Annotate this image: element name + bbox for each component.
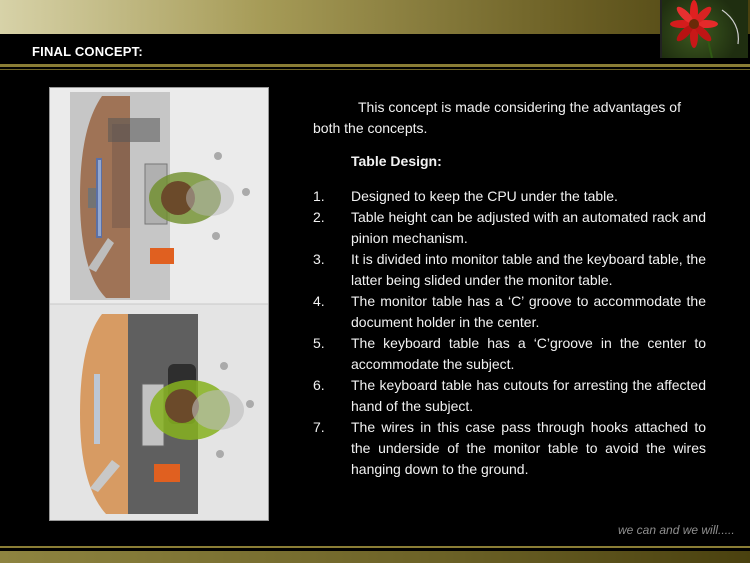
- content-text: [313, 97, 706, 480]
- design-list: [313, 186, 706, 480]
- slide-title: FINAL CONCEPT:: [32, 44, 143, 59]
- list-item: [313, 207, 706, 249]
- flower-photo: [660, 0, 748, 58]
- bottom-divider: [0, 546, 750, 548]
- list-item: [313, 333, 706, 375]
- list-text: The monitor table has a ‘C’ groove to accommodate the document holder in the center.: [351, 293, 706, 330]
- list-item: [313, 417, 706, 480]
- intro-paragraph: This concept is made considering the advantages of both the concepts.: [313, 99, 681, 136]
- top-divider-thin: [0, 69, 750, 70]
- list-item: [313, 375, 706, 417]
- list-number: 6.: [313, 377, 325, 393]
- list-item: [313, 186, 706, 207]
- list-number: 2.: [313, 209, 325, 225]
- list-number: 3.: [313, 251, 325, 267]
- bottom-banner: [0, 551, 750, 563]
- top-banner: [0, 0, 750, 34]
- top-divider: [0, 64, 750, 67]
- list-text: Table height can be adjusted with an automated rack and pinion mechanism.: [351, 209, 706, 246]
- list-text: Designed to keep the CPU under the table.: [351, 188, 618, 204]
- list-number: 1.: [313, 188, 325, 204]
- list-item: [313, 291, 706, 333]
- section-heading: Table Design:: [351, 153, 442, 169]
- list-number: 4.: [313, 293, 325, 309]
- list-number: 7.: [313, 419, 325, 435]
- list-text: It is divided into monitor table and the keyboard table, the latter being slided under the monitor table.: [351, 251, 706, 288]
- list-text: The keyboard table has cutouts for arresting the affected hand of the subject.: [351, 377, 706, 414]
- list-number: 5.: [313, 335, 325, 351]
- table-design-illustration: [49, 87, 269, 521]
- list-item: [313, 249, 706, 291]
- list-text: The keyboard table has a ‘C’groove in the center to accommodate the subject.: [351, 335, 706, 372]
- tagline: we can and we will.....: [618, 523, 735, 537]
- list-text: The wires in this case pass through hooks attached to the underside of the monitor table to avoid the wires hanging down to the ground.: [351, 419, 706, 477]
